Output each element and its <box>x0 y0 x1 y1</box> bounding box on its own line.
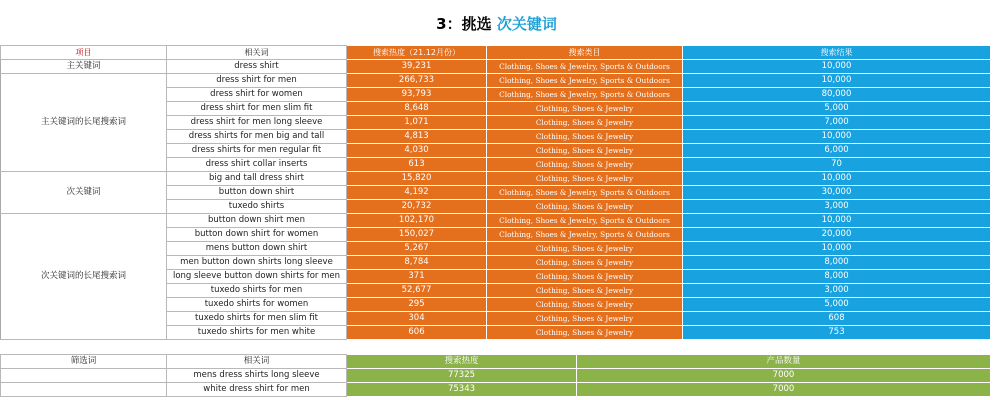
keyword-cell[interactable]: dress shirt for men long sleeve <box>167 116 347 130</box>
table-row <box>1 60 991 74</box>
result-count-cell[interactable]: 20,000 <box>683 228 991 242</box>
header-item[interactable]: 项目 <box>1 46 167 60</box>
keyword-cell[interactable]: dress shirt for men slim fit <box>167 102 347 116</box>
search-volume-cell[interactable]: 4,192 <box>347 186 487 200</box>
keyword-cell[interactable]: button down shirt men <box>167 214 347 228</box>
search-volume-cell[interactable]: 15,820 <box>347 172 487 186</box>
keyword-cell[interactable]: white dress shirt for men <box>167 383 347 397</box>
result-count-cell[interactable]: 6,000 <box>683 144 991 158</box>
category-cell[interactable]: Clothing, Shoes & Jewelry <box>487 158 683 172</box>
result-count-cell[interactable]: 10,000 <box>683 242 991 256</box>
group-label[interactable]: 次关键词 <box>1 172 167 214</box>
keyword-table <box>0 45 991 340</box>
group-label[interactable]: 主关键词 <box>1 60 167 74</box>
search-volume-cell[interactable]: 371 <box>347 270 487 284</box>
header-search-popularity[interactable]: 搜索热度 <box>347 355 577 369</box>
keyword-cell[interactable]: dress shirt collar inserts <box>167 158 347 172</box>
category-cell[interactable]: Clothing, Shoes & Jewelry <box>487 242 683 256</box>
result-count-cell[interactable]: 30,000 <box>683 186 991 200</box>
keyword-cell[interactable]: tuxedo shirts for men white <box>167 326 347 340</box>
keyword-cell[interactable]: button down shirt <box>167 186 347 200</box>
group-label[interactable]: 次关键词的长尾搜索词 <box>1 214 167 340</box>
keyword-cell[interactable]: tuxedo shirts for men <box>167 284 347 298</box>
search-volume-cell[interactable]: 5,267 <box>347 242 487 256</box>
category-cell[interactable]: Clothing, Shoes & Jewelry <box>487 256 683 270</box>
search-volume-cell[interactable]: 93,793 <box>347 88 487 102</box>
result-count-cell[interactable]: 10,000 <box>683 74 991 88</box>
header-row <box>1 46 991 60</box>
keyword-cell[interactable]: tuxedo shirts for men slim fit <box>167 312 347 326</box>
keyword-cell[interactable]: dress shirts for men regular fit <box>167 144 347 158</box>
category-cell[interactable]: Clothing, Shoes & Jewelry <box>487 130 683 144</box>
result-count-cell[interactable]: 70 <box>683 158 991 172</box>
search-volume-cell[interactable]: 102,170 <box>347 214 487 228</box>
category-cell[interactable]: Clothing, Shoes & Jewelry, Sports & Outdoors <box>487 228 683 242</box>
category-cell[interactable]: Clothing, Shoes & Jewelry, Sports & Outdoors <box>487 214 683 228</box>
header-product-count[interactable]: 产品数量 <box>577 355 991 369</box>
table-row <box>1 214 991 228</box>
result-count-cell[interactable]: 10,000 <box>683 214 991 228</box>
category-cell[interactable]: Clothing, Shoes & Jewelry <box>487 312 683 326</box>
category-cell[interactable]: Clothing, Shoes & Jewelry, Sports & Outdoors <box>487 186 683 200</box>
keyword-cell[interactable]: long sleeve button down shirts for men <box>167 270 347 284</box>
result-count-cell[interactable]: 5,000 <box>683 298 991 312</box>
result-count-cell[interactable]: 5,000 <box>683 102 991 116</box>
result-count-cell[interactable]: 608 <box>683 312 991 326</box>
keyword-cell[interactable]: dress shirt for men <box>167 74 347 88</box>
filter-header-row <box>1 355 991 369</box>
category-cell[interactable]: Clothing, Shoes & Jewelry <box>487 270 683 284</box>
group-label[interactable]: 主关键词的长尾搜索词 <box>1 74 167 172</box>
search-volume-cell[interactable]: 8,648 <box>347 102 487 116</box>
search-volume-cell[interactable]: 606 <box>347 326 487 340</box>
sheet-title <box>0 6 993 42</box>
result-count-cell[interactable]: 3,000 <box>683 200 991 214</box>
keyword-cell[interactable]: tuxedo shirts for women <box>167 298 347 312</box>
category-cell[interactable]: Clothing, Shoes & Jewelry <box>487 116 683 130</box>
category-cell[interactable]: Clothing, Shoes & Jewelry <box>487 298 683 312</box>
result-count-cell[interactable]: 3,000 <box>683 284 991 298</box>
result-count-cell[interactable]: 8,000 <box>683 256 991 270</box>
search-volume-cell[interactable]: 4,813 <box>347 130 487 144</box>
keyword-cell[interactable]: big and tall dress shirt <box>167 172 347 186</box>
search-volume-cell[interactable]: 1,071 <box>347 116 487 130</box>
table-row <box>1 172 991 186</box>
filter-table <box>0 354 991 397</box>
search-volume-cell[interactable]: 20,732 <box>347 200 487 214</box>
search-volume-cell[interactable]: 295 <box>347 298 487 312</box>
keyword-cell[interactable]: mens button down shirt <box>167 242 347 256</box>
keyword-cell[interactable]: dress shirt for women <box>167 88 347 102</box>
search-volume-cell[interactable]: 266,733 <box>347 74 487 88</box>
product-count-cell[interactable]: 7000 <box>577 383 991 397</box>
keyword-cell[interactable]: dress shirt <box>167 60 347 74</box>
search-volume-cell[interactable]: 8,784 <box>347 256 487 270</box>
search-volume-cell[interactable]: 304 <box>347 312 487 326</box>
keyword-cell[interactable]: tuxedo shirts <box>167 200 347 214</box>
result-count-cell[interactable]: 10,000 <box>683 172 991 186</box>
search-popularity-cell[interactable]: 77325 <box>347 369 577 383</box>
category-cell[interactable]: Clothing, Shoes & Jewelry <box>487 102 683 116</box>
header-related-words[interactable]: 相关词 <box>167 355 347 369</box>
header-search-volume[interactable]: 搜索热度（21.12月份） <box>347 46 487 60</box>
title-prefix: 3：挑选 <box>436 15 497 33</box>
table-row <box>1 74 991 88</box>
category-cell[interactable]: Clothing, Shoes & Jewelry, Sports & Outdoors <box>487 74 683 88</box>
keyword-cell[interactable]: dress shirts for men big and tall <box>167 130 347 144</box>
header-search-category[interactable]: 搜索类目 <box>487 46 683 60</box>
filter-label-cell[interactable] <box>1 369 167 383</box>
title-highlight: 次关键词 <box>496 15 557 33</box>
result-count-cell[interactable]: 7,000 <box>683 116 991 130</box>
result-count-cell[interactable]: 80,000 <box>683 88 991 102</box>
category-cell[interactable]: Clothing, Shoes & Jewelry, Sports & Outdoors <box>487 60 683 74</box>
category-cell[interactable]: Clothing, Shoes & Jewelry <box>487 144 683 158</box>
category-cell[interactable]: Clothing, Shoes & Jewelry <box>487 284 683 298</box>
filter-row <box>1 383 991 397</box>
filter-label-cell[interactable] <box>1 383 167 397</box>
header-related-words[interactable]: 相关词 <box>167 46 347 60</box>
keyword-cell[interactable]: men button down shirts long sleeve <box>167 256 347 270</box>
result-count-cell[interactable]: 10,000 <box>683 130 991 144</box>
category-cell[interactable]: Clothing, Shoes & Jewelry <box>487 172 683 186</box>
product-count-cell[interactable]: 7000 <box>577 369 991 383</box>
result-count-cell[interactable]: 753 <box>683 326 991 340</box>
result-count-cell[interactable]: 10,000 <box>683 60 991 74</box>
search-popularity-cell[interactable]: 75343 <box>347 383 577 397</box>
search-volume-cell[interactable]: 613 <box>347 158 487 172</box>
category-cell[interactable]: Clothing, Shoes & Jewelry <box>487 200 683 214</box>
result-count-cell[interactable]: 8,000 <box>683 270 991 284</box>
header-search-results[interactable]: 搜索结果 <box>683 46 991 60</box>
filter-row <box>1 369 991 383</box>
search-volume-cell[interactable]: 150,027 <box>347 228 487 242</box>
category-cell[interactable]: Clothing, Shoes & Jewelry, Sports & Outdoors <box>487 88 683 102</box>
category-cell[interactable]: Clothing, Shoes & Jewelry <box>487 326 683 340</box>
header-filter-word[interactable]: 筛选词 <box>1 355 167 369</box>
search-volume-cell[interactable]: 52,677 <box>347 284 487 298</box>
keyword-cell[interactable]: mens dress shirts long sleeve <box>167 369 347 383</box>
search-volume-cell[interactable]: 39,231 <box>347 60 487 74</box>
keyword-cell[interactable]: button down shirt for women <box>167 228 347 242</box>
search-volume-cell[interactable]: 4,030 <box>347 144 487 158</box>
